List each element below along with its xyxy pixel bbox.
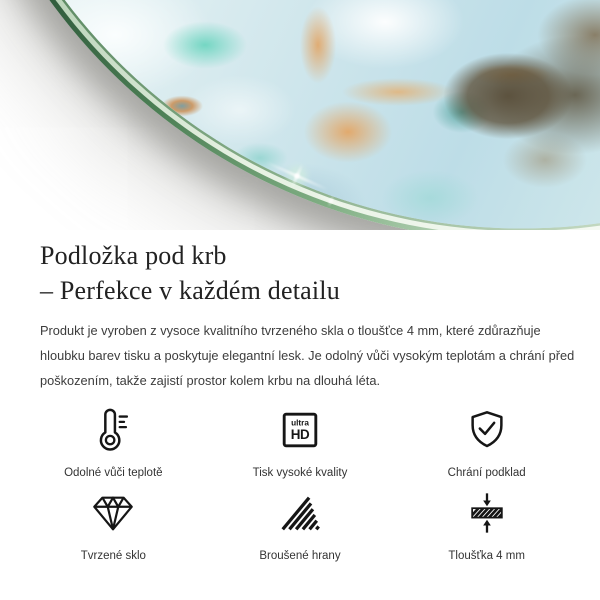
diamond-icon — [90, 490, 136, 536]
feature-print-quality — [207, 407, 394, 480]
title-line-1: Podložka pod krb — [40, 241, 227, 270]
thermometer-icon — [90, 407, 136, 453]
feature-grid — [20, 407, 580, 563]
feature-protects-floor — [393, 407, 580, 480]
page-title — [40, 238, 570, 308]
feature-tempered-glass — [20, 490, 207, 563]
feature-label: Tisk vysoké kvality — [252, 467, 348, 479]
feature-thickness — [393, 490, 580, 563]
product-photo — [0, 0, 600, 230]
feature-label: Odolné vůči teplotě — [64, 467, 163, 479]
product-description: Produkt je vyroben z vysoce kvalitního tvrzeného skla o tloušťce 4 mm, které zdůrazňuje hloubku barev tisku a poskytuje elegantní lesk. Je odolný vůči vysokým teplotám a chrání před poškozením, takže zajistí prostor kolem krbu na dlouhá léta. — [40, 323, 575, 388]
thickness-icon — [464, 490, 510, 536]
shield-check-icon — [464, 407, 510, 453]
feature-label: Tvrzené sklo — [80, 550, 146, 562]
feature-polished-edges — [207, 490, 394, 563]
ultra-hd-icon — [277, 407, 323, 453]
feature-label: Broušené hrany — [259, 550, 341, 562]
feature-heat-resistant — [20, 407, 207, 480]
svg-text:HD: HD — [290, 427, 310, 443]
feature-label: Tloušťka 4 mm — [448, 550, 525, 562]
svg-text:ultra: ultra — [291, 418, 309, 428]
feature-label: Chrání podklad — [447, 467, 526, 479]
title-line-2: – Perfekce v každém detailu — [40, 276, 340, 305]
product-description-section — [0, 238, 600, 563]
beveled-edges-icon — [277, 490, 323, 536]
